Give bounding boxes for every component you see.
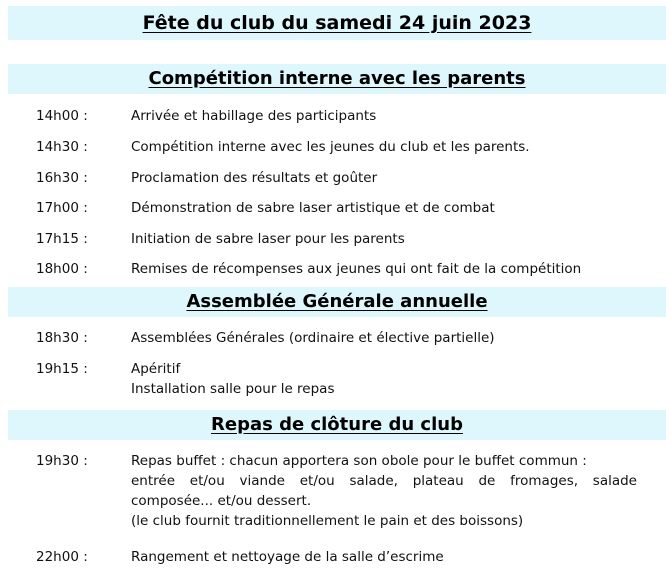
schedule-time: 18h30 : [36, 330, 88, 346]
schedule-description-line: composée... et/ou dessert. [131, 493, 312, 509]
schedule-description [131, 359, 334, 399]
schedule-description: Initiation de sabre laser pour les parents [131, 231, 405, 247]
schedule-description-line: entrée et/ou viande et/ou salade, plateau de fromages, salade [131, 473, 637, 489]
schedule-time: 19h15 : [36, 361, 88, 377]
page-title: Fête du club du samedi 24 juin 2023 [8, 6, 666, 40]
schedule-description-line: Repas buffet : chacun apportera son obole pour le buffet commun : [131, 453, 587, 469]
schedule-description [131, 451, 637, 531]
schedule-time: 14h30 : [36, 139, 88, 155]
schedule-description: Démonstration de sabre laser artistique et de combat [131, 200, 495, 216]
schedule-description: Remises de récompenses aux jeunes qui ont fait de la compétition [131, 261, 582, 277]
schedule-description: Assemblées Générales (ordinaire et élective partielle) [131, 330, 495, 346]
section-heading-competition: Compétition interne avec les parents [8, 64, 666, 94]
section-heading-assemblee: Assemblée Générale annuelle [8, 287, 666, 317]
schedule-time: 22h00 : [36, 549, 88, 565]
schedule-description-line: Installation salle pour le repas [131, 381, 335, 397]
schedule-time: 14h00 : [36, 108, 88, 124]
schedule-time: 16h30 : [36, 170, 88, 186]
schedule-description: Arrivée et habillage des participants [131, 108, 377, 124]
schedule-time: 17h00 : [36, 200, 88, 216]
section-heading-repas: Repas de clôture du club [8, 410, 666, 440]
schedule-description-line: Apéritif [131, 361, 181, 377]
schedule-description: Compétition interne avec les jeunes du club et les parents. [131, 139, 530, 155]
schedule-description-line: (le club fournit traditionnellement le pain et des boissons) [131, 513, 524, 529]
schedule-time: 19h30 : [36, 453, 88, 469]
schedule-time: 18h00 : [36, 261, 88, 277]
schedule-description: Proclamation des résultats et goûter [131, 170, 378, 186]
schedule-time: 17h15 : [36, 231, 88, 247]
schedule-description: Rangement et nettoyage de la salle d’escrime [131, 549, 444, 565]
